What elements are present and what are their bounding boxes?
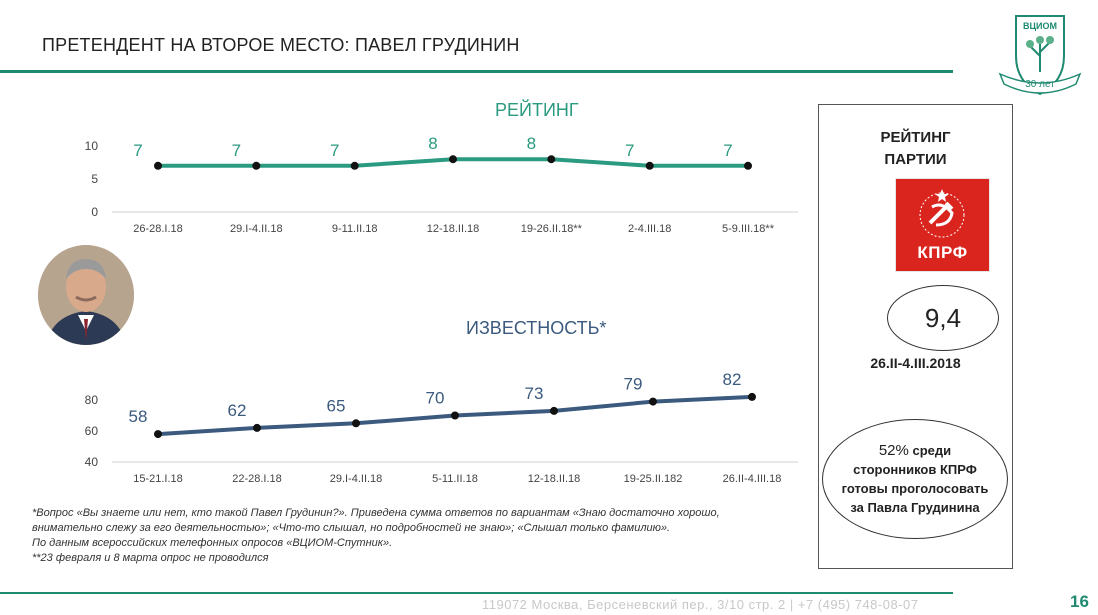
rating-data-label: 7	[329, 140, 340, 160]
awareness-data-label: 79	[623, 374, 643, 394]
awareness-data-label: 82	[722, 369, 742, 389]
awareness-y-tick-label: 60	[84, 424, 98, 438]
awareness-data-label: 73	[524, 383, 544, 403]
rating-y-tick-label: 5	[91, 172, 98, 186]
party-rating-date: 26.II-4.III.2018	[870, 355, 961, 371]
awareness-data-point	[352, 419, 360, 427]
party-rating-value: 9,4	[887, 285, 999, 351]
awareness-data-label: 70	[425, 388, 445, 408]
awareness-y-tick-label: 40	[84, 455, 98, 469]
rating-data-point	[744, 162, 752, 170]
rating-data-label: 7	[723, 140, 733, 160]
awareness-y-tick-label: 80	[84, 393, 98, 407]
footnote-source: По данным всероссийских телефонных опросов «ВЦИОМ-Спутник».	[32, 537, 393, 549]
rating-x-tick-label: 19-26.II.18**	[520, 223, 582, 235]
rating-data-label: 8	[526, 134, 537, 154]
party-rating-title-line1: РЕЙТИНГ	[880, 129, 951, 146]
awareness-data-point	[550, 407, 558, 415]
logo-text: ВЦИОМ	[1022, 21, 1058, 31]
rating-data-point	[154, 162, 162, 170]
supporters-pct: 52%	[878, 442, 909, 459]
rating-data-point	[252, 162, 260, 170]
rating-x-tick-label: 29.I-4.II.18	[230, 223, 283, 235]
rating-data-point	[547, 155, 555, 163]
supporters-text3: готовы проголосовать	[841, 481, 989, 496]
rating-x-tick-label: 2-4.III.18	[627, 223, 672, 235]
awareness-data-point	[649, 398, 657, 406]
awareness-data-point	[451, 412, 459, 420]
awareness-data-label: 58	[128, 407, 148, 427]
supporters-note	[822, 419, 1008, 539]
awareness-data-point	[748, 393, 756, 401]
awareness-data-label: 65	[326, 396, 346, 416]
page-number: 16	[1070, 592, 1089, 611]
rating-data-point	[646, 162, 654, 170]
rating-chart-title: РЕЙТИНГ	[495, 100, 579, 120]
supporters-text4: за Павла Грудинина	[850, 500, 980, 515]
awareness-data-label: 62	[227, 400, 247, 420]
awareness-x-tick-label: 12-18.II.18	[527, 473, 581, 485]
awareness-x-tick-label: 29.I-4.II.18	[329, 473, 383, 485]
footnotes	[32, 506, 792, 566]
rating-data-label: 7	[133, 140, 143, 160]
supporters-text1: среди	[912, 443, 952, 458]
footnote-no-survey: **23 февраля и 8 марта опрос не проводился	[32, 552, 269, 564]
rating-data-label: 7	[624, 140, 635, 160]
rating-data-point	[351, 162, 359, 170]
rating-data-label: 7	[231, 140, 242, 160]
rating-y-tick-label: 10	[84, 139, 98, 153]
awareness-x-tick-label: 26.II-4.III.18	[722, 473, 782, 485]
awareness-data-point	[253, 424, 261, 432]
kprf-emblem-icon	[895, 178, 990, 272]
party-rating-panel	[818, 104, 1013, 569]
rating-x-tick-label: 5-9.III.18**	[722, 223, 774, 235]
footnote-question: *Вопрос «Вы знаете или нет, кто такой Павел Грудинин?». Приведена сумма ответов по вариантам «Знаю достаточно хорошо, внимательно слежу за его деятельностью»; «Что-то слышал, но подробностей не знаю»; «Слышал только фамилию».	[32, 507, 720, 534]
vciom-logo-icon	[996, 12, 1084, 100]
page-title: ПРЕТЕНДЕНТ НА ВТОРОЕ МЕСТО: ПАВЕЛ ГРУДИНИН	[42, 35, 520, 55]
awareness-x-tick-label: 5-11.II.18	[432, 473, 478, 485]
awareness-data-point	[154, 430, 162, 438]
logo-sub-text: 30 лет	[1025, 79, 1055, 90]
party-rating-title	[819, 127, 1012, 171]
rating-data-point	[449, 155, 457, 163]
candidate-photo	[38, 245, 134, 345]
awareness-chart-title: ИЗВЕСТНОСТЬ*	[466, 318, 607, 338]
rating-x-tick-label: 9-11.II.18	[331, 223, 378, 235]
rating-x-tick-label: 26-28.I.18	[133, 223, 183, 235]
party-rating-title-line2: ПАРТИИ	[884, 151, 947, 168]
rating-y-tick-label: 0	[91, 205, 98, 219]
kprf-label: КПРФ	[917, 243, 968, 262]
awareness-x-tick-label: 22-28.I.18	[232, 473, 282, 485]
rating-data-label: 8	[428, 134, 438, 154]
awareness-x-tick-label: 15-21.I.18	[133, 473, 183, 485]
supporters-text2: сторонников КПРФ	[853, 462, 977, 477]
rating-x-tick-label: 12-18.II.18	[426, 223, 480, 235]
footer-divider	[0, 592, 953, 594]
awareness-x-tick-label: 19-25.II.182	[623, 473, 683, 485]
footer-address: 119072 Москва, Берсеневский пер., 3/10 стр. 2 | +7 (495) 748-08-07	[482, 597, 919, 612]
